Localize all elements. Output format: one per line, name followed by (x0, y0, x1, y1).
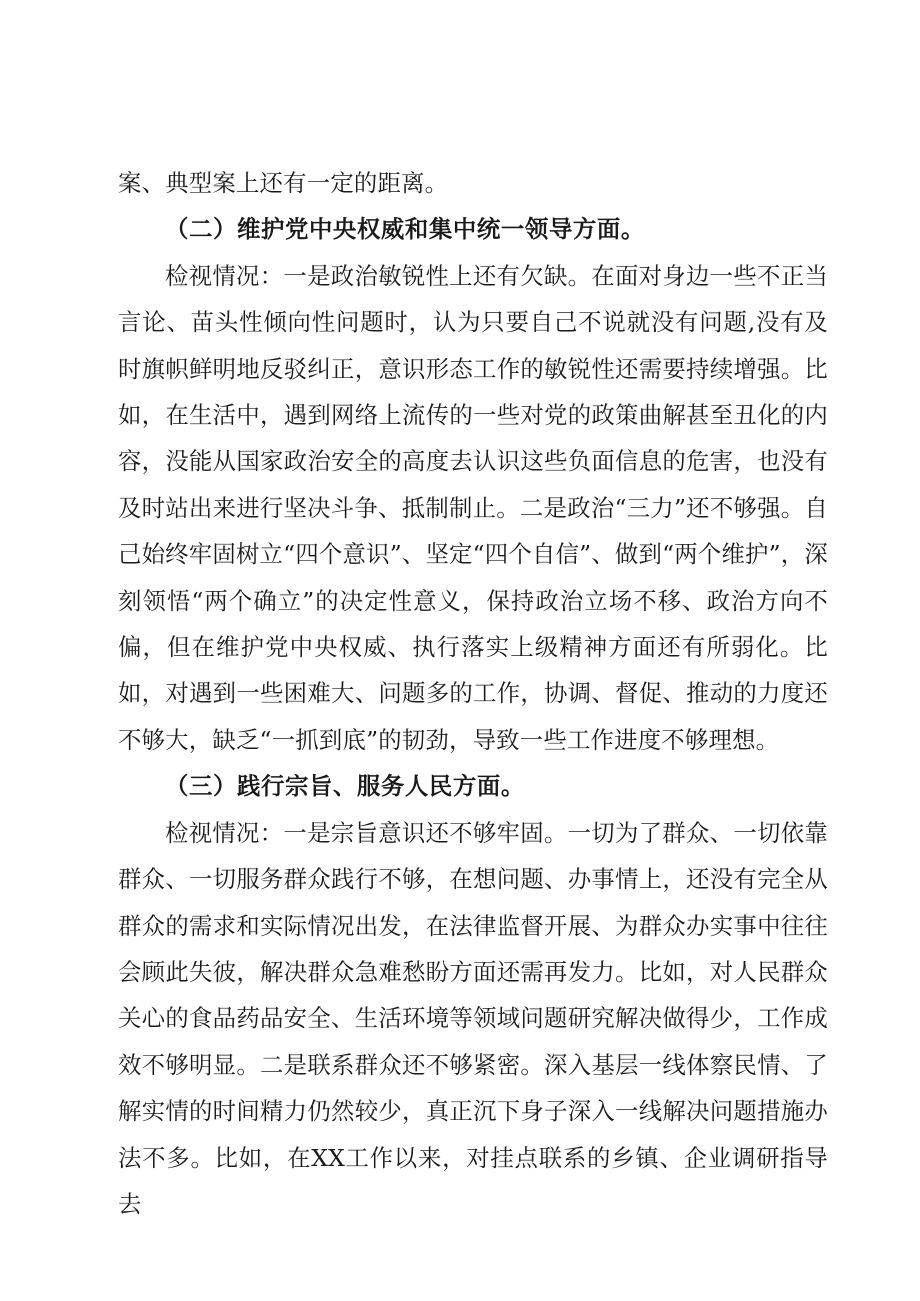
review-paragraph-3: 检视情况：一是宗旨意识还不够牢固。一切为了群众、一切依靠群众、一切服务群众践行不够，在想问题、办事情上，还没有完全从群众的需求和实际情况出发，在法律监督开展、为群众办实事中往往会顾此失彼，解决群众急难愁盼方面还需再发力。比如，对人民群众关心的食品药品安全、生活环境等领域问题研究解决做得少，工作成效不够明显。二是联系群众还不够紧密。深入基层一线体察民情、了解实情的时间精力仍然较少，真正沉下身子深入一线解决问题措施办法不多。比如，在XX工作以来，对挂点联系的乡镇、企业调研指导去 (118, 818, 828, 1218)
review-paragraph-2: 检视情况：一是政治敏锐性上还有欠缺。在面对身边一些不正当言论、苗头性倾向性问题时，认为只要自己不说就没有问题,没有及时旗帜鲜明地反驳纠正，意识形态工作的敏锐性还需要持续增强。比如，在生活中，遇到网络上流传的一些对党的政策曲解甚至丑化的内容，没能从国家政治安全的高度去认识这些负面信息的危害，也没有及时站出来进行坚决斗争、抵制制止。二是政治“三力”还不够强。自己始终牢固树立“四个意识”、坚定“四个自信”、做到“两个维护”，深刻领悟“两个确立”的决定性意义，保持政治立场不移、政治方向不偏，但在维护党中央权威、执行落实上级精神方面还有所弱化。比如，对遇到一些困难大、问题多的工作，协调、督促、推动的力度还不够大，缺乏“一抓到底”的韧劲，导致一些工作进度不够理想。 (118, 261, 828, 754)
section-heading-2: （二）维护党中央权威和集中统一领导方面。 (165, 215, 645, 244)
section-heading-3: （三）践行宗旨、服务人民方面。 (165, 772, 525, 801)
document-body (118, 160, 828, 1227)
continuation-paragraph: 案、典型案上还有一定的距离。 (118, 169, 449, 197)
